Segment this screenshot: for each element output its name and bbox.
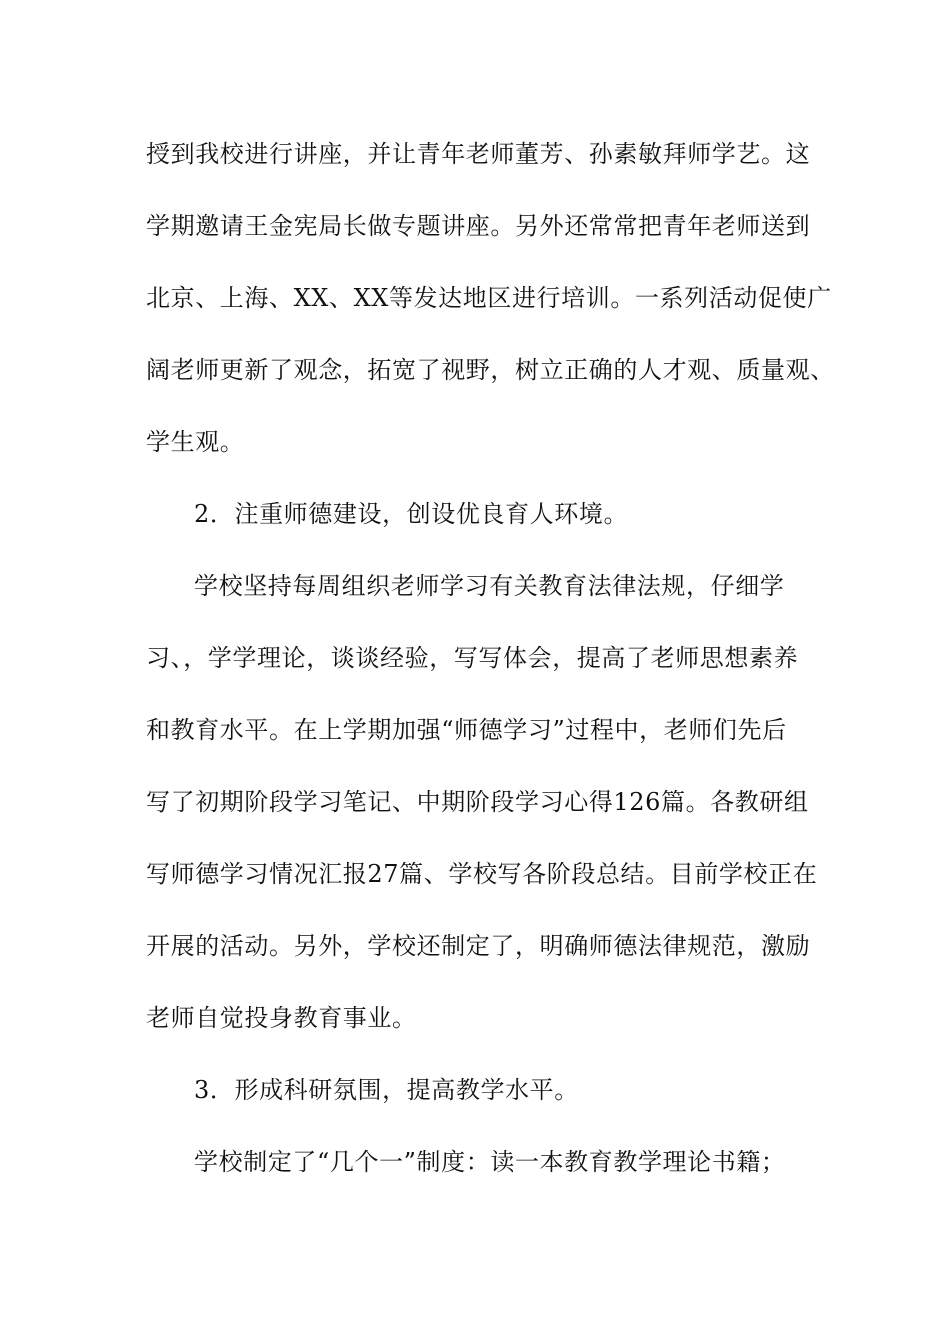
text-line: 授到我校进行讲座，并让青年老师董芳、孙素敏拜师学艺。这 xyxy=(146,140,811,168)
text-line: 写师德学习情况汇报27篇、学校写各阶段总结。目前学校正在 xyxy=(146,860,818,888)
text-line: 习、，学学理论，谈谈经验，写写体会，提高了老师思想素养 xyxy=(146,644,799,672)
text-line: 学生观。 xyxy=(146,428,245,456)
text-line: 北京、上海、XX、XX等发达地区进行培训。一系列活动促使广 xyxy=(146,284,832,312)
section-heading: 2．注重师德建设，创设优良育人环境。 xyxy=(194,500,629,528)
text-line: 阔老师更新了观念，拓宽了视野，树立正确的人才观、质量观、 xyxy=(146,356,835,384)
text-line: 开展的活动。另外，学校还制定了，明确师德法律规范，激励 xyxy=(146,932,811,960)
section-heading: 3．形成科研氛围，提高教学水平。 xyxy=(194,1076,579,1104)
text-line: 学期邀请王金宪局长做专题讲座。另外还常常把青年老师送到 xyxy=(146,212,811,240)
text-line: 老师自觉投身教育事业。 xyxy=(146,1004,417,1032)
paragraph-first-line: 学校制定了“几个一”制度：读一本教育教学理论书籍； xyxy=(194,1148,786,1176)
paragraph-first-line: 学校坚持每周组织老师学习有关教育法律法规，仔细学 xyxy=(194,572,785,600)
text-line: 和教育水平。在上学期加强“师德学习”过程中，老师们先后 xyxy=(146,716,787,744)
text-line: 写了初期阶段学习笔记、中期阶段学习心得126篇。各教研组 xyxy=(146,788,809,816)
